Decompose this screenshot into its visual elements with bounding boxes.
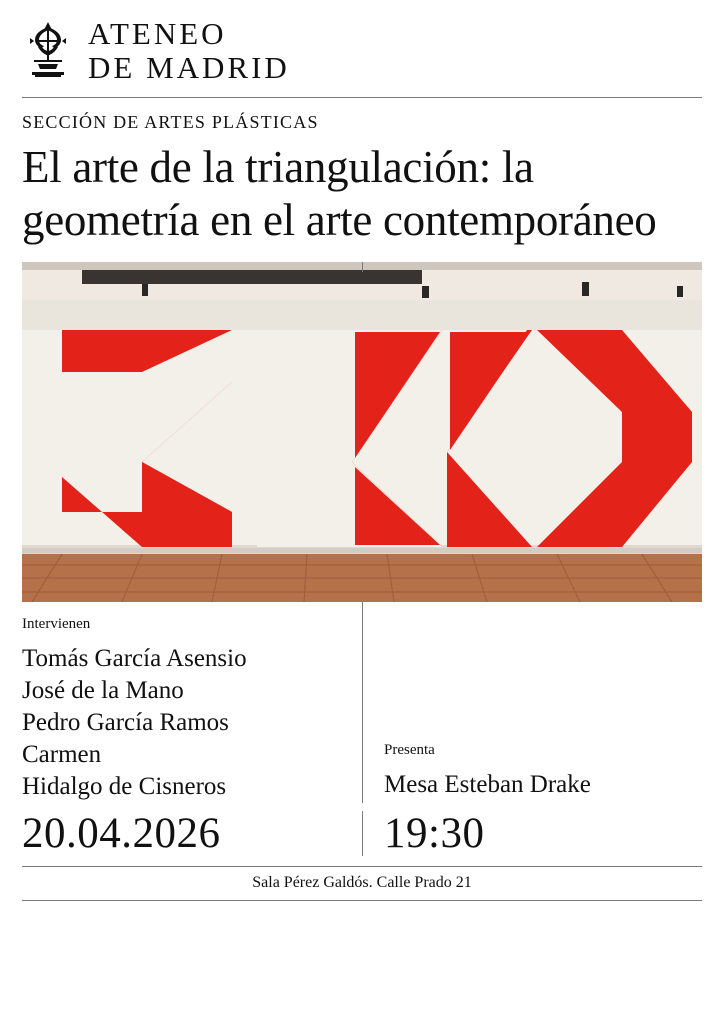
image-center-tick [362,262,363,272]
vertical-divider [362,602,363,803]
footer-divider [22,866,702,867]
participant-name: Hidalgo de Cisneros [22,773,227,801]
participant-name: Pedro García Ramos [22,709,229,737]
section-label: SECCIÓN DE ARTES PLÁSTICAS [22,112,319,132]
date-cell [22,811,362,856]
exhibition-photo [22,262,702,602]
participant-name: José de la Mano [22,677,184,705]
brand-wordmark [88,18,290,83]
lower-block [22,602,702,803]
presenter-name: Mesa Esteban Drake [384,771,591,799]
presenter-label: Presenta [384,742,435,759]
event-date: 20.04.2026 [22,810,221,858]
bottom-divider [22,900,702,901]
page-title: El arte de la triangulación: la geometría en el arte contemporáneo [22,142,657,245]
vertical-divider-datetime [362,811,363,856]
datetime-row [22,811,702,856]
brand-line-1: ATENEO [88,16,227,51]
participants-list [22,643,344,803]
participants-label: Intervienen [22,616,91,633]
exhibition-photo-graphic [22,262,702,602]
participant-name: Tomás García Asensio [22,645,247,673]
venue-text: Sala Pérez Galdós. Calle Prado 21 [252,874,472,892]
ateneo-crest-icon [22,20,74,82]
poster-header [22,0,702,93]
time-cell [362,811,702,856]
presenter-column [362,602,702,803]
header-divider [22,97,702,98]
participant-name: Carmen [22,741,102,769]
brand-line-2: DE MADRID [88,50,290,85]
participants-column [22,602,362,803]
event-time: 19:30 [384,810,485,858]
